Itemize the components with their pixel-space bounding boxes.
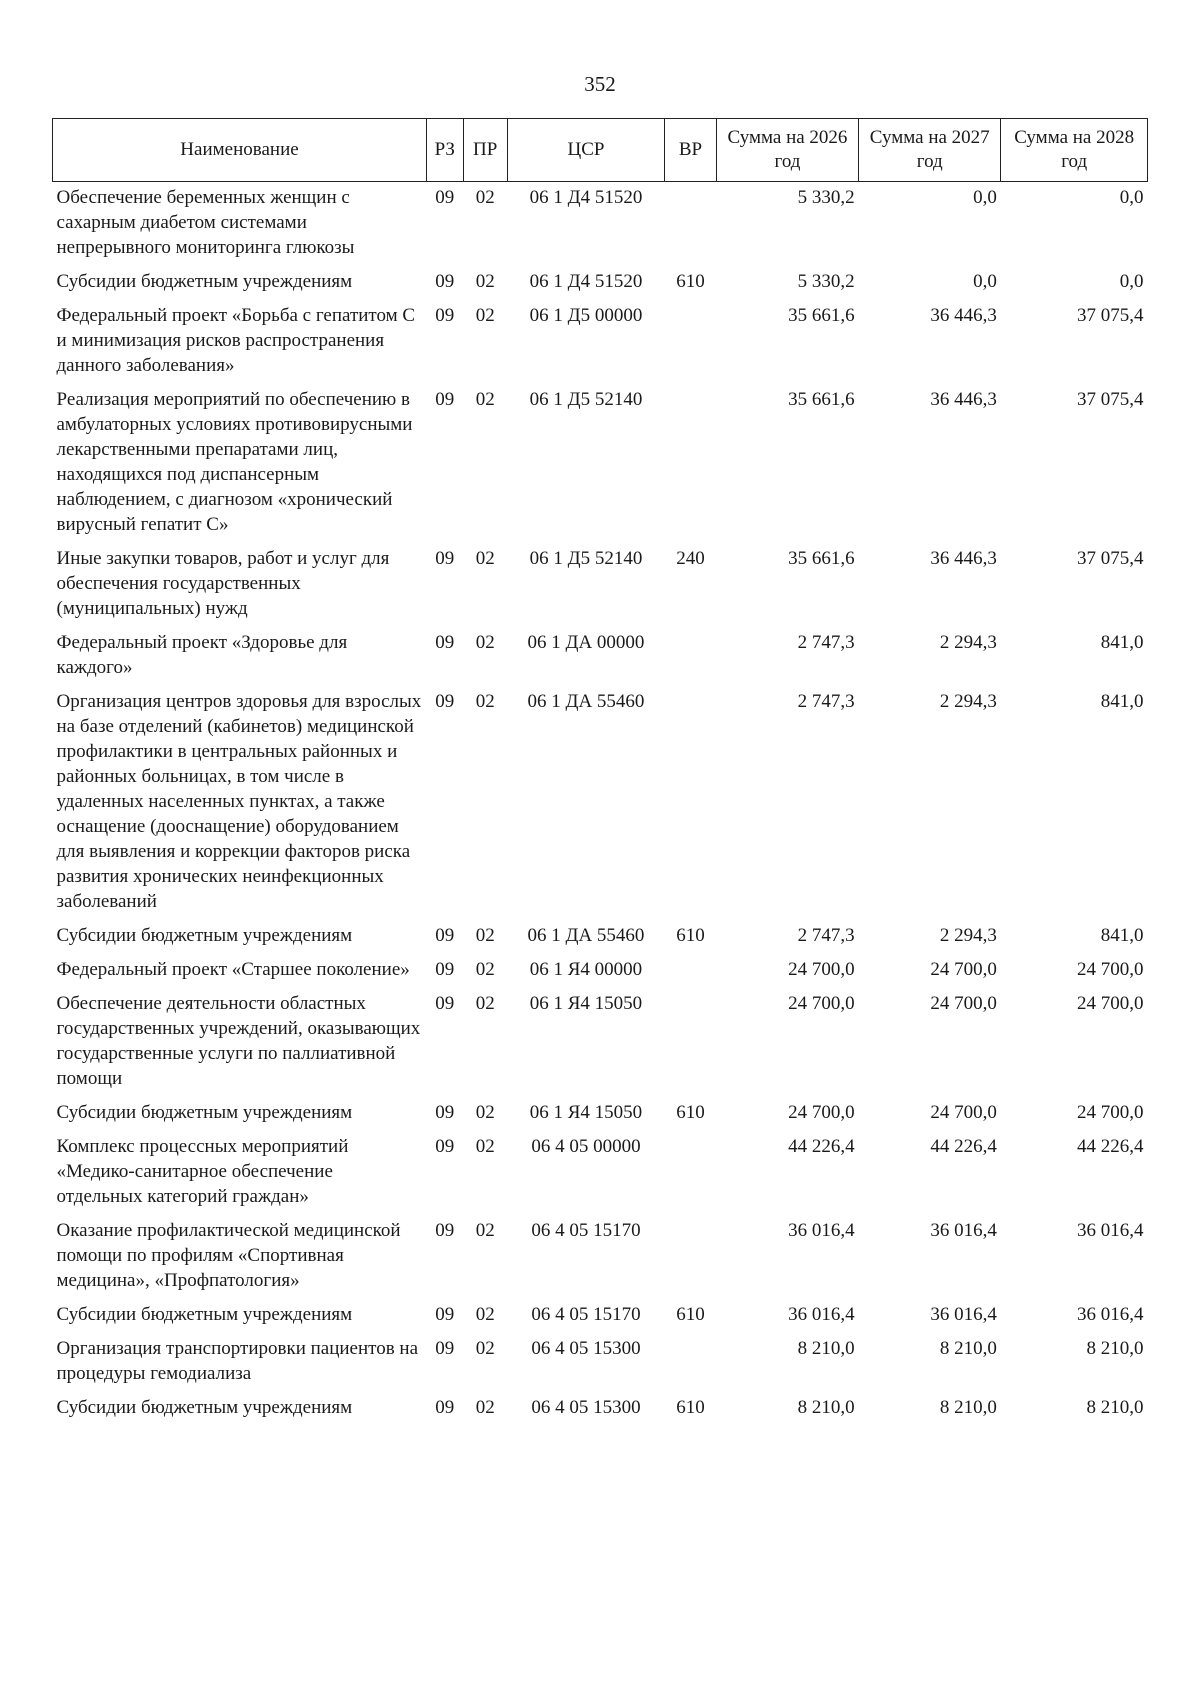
cell-name: Оказание профилактической медицинской помощи по профилям «Спортивная медицина», «Профпатология»	[56, 1220, 401, 1291]
cell-sum-2026: 24 700,0	[788, 959, 855, 980]
cell-name: Федеральный проект «Старшее поколение»	[56, 959, 410, 980]
header-csr: ЦСР	[507, 119, 664, 182]
cell-name: Субсидии бюджетным учреждениям	[56, 1102, 353, 1123]
cell-rz: 09	[435, 632, 455, 653]
table-header-row	[53, 119, 1148, 182]
cell-name: Организация транспортировки пациентов на процедуры гемодиализа	[56, 1338, 419, 1384]
cell-sum-2026: 36 016,4	[788, 1220, 855, 1241]
cell-pr: 02	[475, 1338, 495, 1359]
cell-pr: 02	[475, 691, 495, 712]
cell-csr: 06 1 Я4 00000	[529, 959, 643, 980]
cell-vr: 610	[676, 925, 705, 946]
cell-sum-2027: 36 446,3	[930, 389, 997, 410]
cell-sum-2027: 8 210,0	[939, 1397, 997, 1418]
cell-csr: 06 1 Д4 51520	[529, 271, 643, 292]
cell-sum-2027: 36 016,4	[930, 1304, 997, 1325]
cell-vr	[665, 1131, 717, 1215]
cell-pr: 02	[475, 1102, 495, 1123]
cell-name: Организация центров здоровья для взрослых на базе отделений (кабинетов) медицинской профилактики в центральных районных и районных больницах, в том числе в удаленных населенных пунктах, а также оснащение (дооснащение) оборудованием для выявления и коррекции факторов риска развития хронических неинфекционных заболеваний	[56, 691, 422, 912]
cell-sum-2028: 841,0	[1100, 925, 1144, 946]
cell-pr: 02	[475, 959, 495, 980]
cell-rz: 09	[435, 1304, 455, 1325]
cell-sum-2028: 8 210,0	[1086, 1397, 1144, 1418]
cell-pr: 02	[475, 1136, 495, 1157]
cell-sum-2028: 24 700,0	[1077, 959, 1144, 980]
cell-name: Субсидии бюджетным учреждениям	[56, 1304, 353, 1325]
table-row	[53, 1333, 1148, 1392]
header-sum-2026: Сумма на 2026 год	[716, 119, 858, 182]
cell-sum-2026: 44 226,4	[788, 1136, 855, 1157]
cell-vr	[665, 384, 717, 543]
cell-vr	[665, 182, 717, 267]
cell-vr	[665, 300, 717, 384]
header-vr: ВР	[665, 119, 717, 182]
cell-pr: 02	[475, 305, 495, 326]
cell-pr: 02	[475, 632, 495, 653]
cell-name: Федеральный проект «Борьба с гепатитом С и минимизация рисков распространения данного заболевания»	[56, 305, 416, 376]
cell-name: Субсидии бюджетным учреждениям	[56, 271, 353, 292]
cell-rz: 09	[435, 691, 455, 712]
cell-sum-2027: 8 210,0	[939, 1338, 997, 1359]
cell-csr: 06 1 Д5 00000	[529, 305, 643, 326]
cell-pr: 02	[475, 187, 495, 208]
table-row	[53, 1131, 1148, 1215]
cell-rz: 09	[435, 187, 455, 208]
cell-sum-2028: 24 700,0	[1077, 1102, 1144, 1123]
cell-sum-2027: 2 294,3	[939, 632, 997, 653]
cell-csr: 06 4 05 15170	[531, 1304, 641, 1325]
cell-sum-2026: 35 661,6	[788, 548, 855, 569]
cell-csr: 06 4 05 15170	[531, 1220, 641, 1241]
cell-sum-2026: 24 700,0	[788, 993, 855, 1014]
cell-sum-2027: 0,0	[973, 187, 997, 208]
cell-sum-2028: 841,0	[1100, 632, 1144, 653]
cell-rz: 09	[435, 925, 455, 946]
cell-sum-2028: 44 226,4	[1077, 1136, 1144, 1157]
cell-csr: 06 1 Д5 52140	[529, 548, 643, 569]
cell-pr: 02	[475, 389, 495, 410]
cell-sum-2028: 36 016,4	[1077, 1304, 1144, 1325]
table-row	[53, 1215, 1148, 1299]
cell-sum-2026: 36 016,4	[788, 1304, 855, 1325]
cell-sum-2027: 24 700,0	[930, 1102, 997, 1123]
cell-csr: 06 1 Д4 51520	[529, 187, 643, 208]
cell-sum-2027: 36 446,3	[930, 548, 997, 569]
cell-sum-2027: 24 700,0	[930, 993, 997, 1014]
cell-sum-2026: 35 661,6	[788, 389, 855, 410]
cell-pr: 02	[475, 1397, 495, 1418]
header-rz: РЗ	[426, 119, 463, 182]
cell-sum-2026: 5 330,2	[797, 271, 855, 292]
cell-name: Федеральный проект «Здоровье для каждого»	[56, 632, 348, 678]
cell-rz: 09	[435, 1220, 455, 1241]
cell-sum-2026: 5 330,2	[797, 187, 855, 208]
cell-csr: 06 4 05 15300	[531, 1397, 641, 1418]
cell-vr	[665, 988, 717, 1097]
cell-sum-2027: 36 446,3	[930, 305, 997, 326]
cell-sum-2028: 37 075,4	[1077, 548, 1144, 569]
cell-vr: 240	[676, 548, 705, 569]
cell-vr: 610	[676, 1102, 705, 1123]
table-row	[53, 543, 1148, 627]
cell-csr: 06 1 ДА 55460	[527, 691, 645, 712]
cell-pr: 02	[475, 271, 495, 292]
cell-sum-2027: 36 016,4	[930, 1220, 997, 1241]
cell-rz: 09	[435, 389, 455, 410]
cell-csr: 06 4 05 00000	[531, 1136, 641, 1157]
cell-vr	[665, 954, 717, 988]
cell-vr	[665, 627, 717, 686]
cell-rz: 09	[435, 271, 455, 292]
cell-name: Иные закупки товаров, работ и услуг для обеспечения государственных (муниципальных) нужд	[56, 548, 390, 619]
cell-sum-2027: 24 700,0	[930, 959, 997, 980]
table-row	[53, 988, 1148, 1097]
cell-name: Субсидии бюджетным учреждениям	[56, 925, 353, 946]
cell-sum-2027: 2 294,3	[939, 925, 997, 946]
table-row	[53, 384, 1148, 543]
cell-sum-2027: 0,0	[973, 271, 997, 292]
table-row	[53, 954, 1148, 988]
cell-sum-2028: 37 075,4	[1077, 389, 1144, 410]
table-row	[53, 182, 1148, 267]
budget-table	[52, 118, 1148, 1426]
cell-sum-2026: 35 661,6	[788, 305, 855, 326]
cell-sum-2028: 0,0	[1119, 187, 1144, 208]
table-row	[53, 627, 1148, 686]
cell-sum-2026: 8 210,0	[797, 1397, 855, 1418]
cell-csr: 06 1 Д5 52140	[529, 389, 643, 410]
cell-vr: 610	[676, 1304, 705, 1325]
cell-sum-2028: 8 210,0	[1086, 1338, 1144, 1359]
cell-sum-2026: 2 747,3	[797, 632, 855, 653]
cell-csr: 06 1 Я4 15050	[529, 1102, 643, 1123]
cell-name: Субсидии бюджетным учреждениям	[56, 1397, 353, 1418]
cell-pr: 02	[475, 1220, 495, 1241]
cell-sum-2028: 36 016,4	[1077, 1220, 1144, 1241]
cell-rz: 09	[435, 305, 455, 326]
cell-pr: 02	[475, 993, 495, 1014]
cell-sum-2028: 0,0	[1119, 271, 1144, 292]
cell-vr: 610	[676, 1397, 705, 1418]
cell-pr: 02	[475, 1304, 495, 1325]
cell-vr	[665, 1215, 717, 1299]
cell-sum-2027: 44 226,4	[930, 1136, 997, 1157]
cell-pr: 02	[475, 925, 495, 946]
cell-name: Реализация мероприятий по обеспечению в амбулаторных условиях противовирусными лекарственными препаратами лиц, находящихся под диспансерным наблюдением, с диагнозом «хронический вирусный гепатит С»	[56, 389, 413, 535]
cell-sum-2027: 2 294,3	[939, 691, 997, 712]
cell-rz: 09	[435, 959, 455, 980]
table-row	[53, 920, 1148, 954]
cell-csr: 06 1 ДА 00000	[527, 632, 645, 653]
cell-csr: 06 1 Я4 15050	[529, 993, 643, 1014]
cell-rz: 09	[435, 1102, 455, 1123]
cell-sum-2028: 24 700,0	[1077, 993, 1144, 1014]
cell-sum-2028: 841,0	[1100, 691, 1144, 712]
cell-vr: 610	[676, 271, 705, 292]
table-row	[53, 1392, 1148, 1426]
cell-sum-2028: 37 075,4	[1077, 305, 1144, 326]
cell-sum-2026: 8 210,0	[797, 1338, 855, 1359]
cell-name: Обеспечение деятельности областных государственных учреждений, оказывающих государственные услуги по паллиативной помощи	[56, 993, 421, 1089]
header-sum-2028: Сумма на 2028 год	[1001, 119, 1148, 182]
table-body	[53, 182, 1148, 1427]
table-row	[53, 266, 1148, 300]
table-row	[53, 300, 1148, 384]
cell-csr: 06 1 ДА 55460	[527, 925, 645, 946]
page-number: 352	[584, 72, 616, 96]
cell-vr	[665, 686, 717, 920]
cell-rz: 09	[435, 1136, 455, 1157]
cell-rz: 09	[435, 993, 455, 1014]
cell-csr: 06 4 05 15300	[531, 1338, 641, 1359]
header-pr: ПР	[463, 119, 507, 182]
cell-sum-2026: 2 747,3	[797, 925, 855, 946]
table-row	[53, 1097, 1148, 1131]
header-name: Наименование	[53, 119, 427, 182]
cell-vr	[665, 1333, 717, 1392]
table-row	[53, 1299, 1148, 1333]
table-row	[53, 686, 1148, 920]
cell-name: Обеспечение беременных женщин с сахарным диабетом системами непрерывного мониторинга глюкозы	[56, 187, 355, 258]
cell-rz: 09	[435, 1397, 455, 1418]
cell-name: Комплекс процессных мероприятий «Медико-санитарное обеспечение отдельных категорий граждан»	[56, 1136, 349, 1207]
cell-sum-2026: 2 747,3	[797, 691, 855, 712]
cell-sum-2026: 24 700,0	[788, 1102, 855, 1123]
cell-rz: 09	[435, 548, 455, 569]
cell-rz: 09	[435, 1338, 455, 1359]
cell-pr: 02	[475, 548, 495, 569]
header-sum-2027: Сумма на 2027 год	[859, 119, 1001, 182]
